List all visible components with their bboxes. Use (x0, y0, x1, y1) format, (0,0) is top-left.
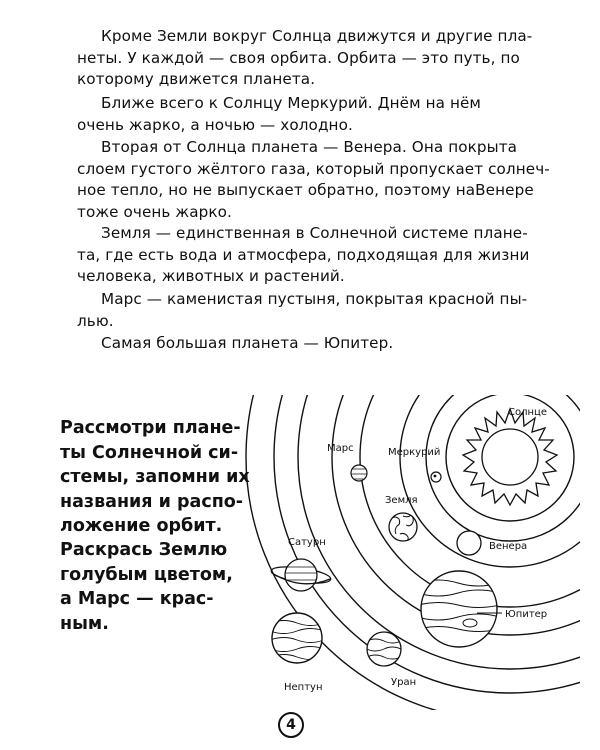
neptune-icon (270, 613, 324, 663)
task-instruction-color (60, 538, 260, 636)
paragraph-venus (0, 137, 600, 223)
paragraph-mercury (0, 93, 600, 136)
mars-icon (350, 465, 368, 481)
task-line: Раскрась Землю (60, 540, 228, 560)
task-instruction-observe (60, 416, 260, 539)
text-line: Кроме Земли вокруг Солнца движутся и другие пла- (101, 27, 533, 45)
text-line: которому движется планета. (77, 70, 316, 88)
text-line: Вторая от Солнца планета — Венера. Она покрыта (101, 138, 518, 156)
mercury-icon (431, 472, 441, 482)
label-saturn: Сатурн (288, 537, 326, 548)
text-line: очень жарко, а ночью — холодно. (77, 115, 353, 134)
label-neptune: Нептун (284, 682, 323, 693)
text-line: неты. У каждой — своя орбита. Орбита — это путь, по (77, 48, 520, 67)
text-line: Земля — единственная в Солнечной системе плане- (101, 224, 528, 242)
label-mercury: Меркурий (388, 447, 441, 458)
uranus-icon (367, 632, 401, 666)
sun-icon (463, 409, 557, 505)
page-number-text: 4 (286, 717, 296, 733)
task-line: ным. (60, 613, 109, 634)
text-line: ное тепло, но не выпускает обратно, поэтому наВенере (77, 181, 534, 199)
label-mars: Марс (327, 443, 354, 454)
task-line: ты Солнечной си- (60, 442, 239, 463)
paragraph-planets-intro (0, 26, 600, 91)
text-line: Самая большая планета — Юпитер. (101, 334, 394, 352)
task-line: Рассмотри плане- (60, 418, 241, 438)
task-line: а Марс — крас- (60, 589, 214, 609)
task-line: ложение орбит. (60, 516, 223, 536)
text-line: слоем густого жёлтого газа, который пропускает солнеч- (77, 159, 550, 178)
paragraph-mars (0, 289, 600, 332)
solar-system-diagram (240, 395, 580, 710)
label-jupiter: Юпитер (505, 609, 548, 620)
label-earth: Земля (385, 495, 418, 506)
label-venus: Венера (489, 541, 528, 552)
task-line: голубым цветом, (60, 564, 233, 585)
text-line: Ближе всего к Солнцу Меркурий. Днём на нём (101, 94, 481, 112)
jupiter-icon (418, 571, 500, 647)
text-line: человека, животных и растений. (77, 267, 345, 285)
text-line: тоже очень жарко. (77, 202, 232, 221)
paragraph-earth (0, 223, 600, 288)
text-line: та, где есть вода и атмосфера, подходящая для жизни (77, 245, 530, 264)
venus-icon (457, 531, 481, 555)
text-line: лью. (77, 311, 114, 330)
label-uranus: Уран (391, 677, 417, 688)
earth-icon (389, 513, 417, 542)
task-line: стемы, запомни их (60, 467, 250, 487)
label-sun: Солнце (508, 407, 547, 418)
text-line: Марс — каменистая пустыня, покрытая красной пы- (101, 290, 528, 308)
page-number (278, 712, 304, 738)
task-line: названия и распо- (60, 491, 244, 512)
paragraph-jupiter (0, 333, 600, 355)
